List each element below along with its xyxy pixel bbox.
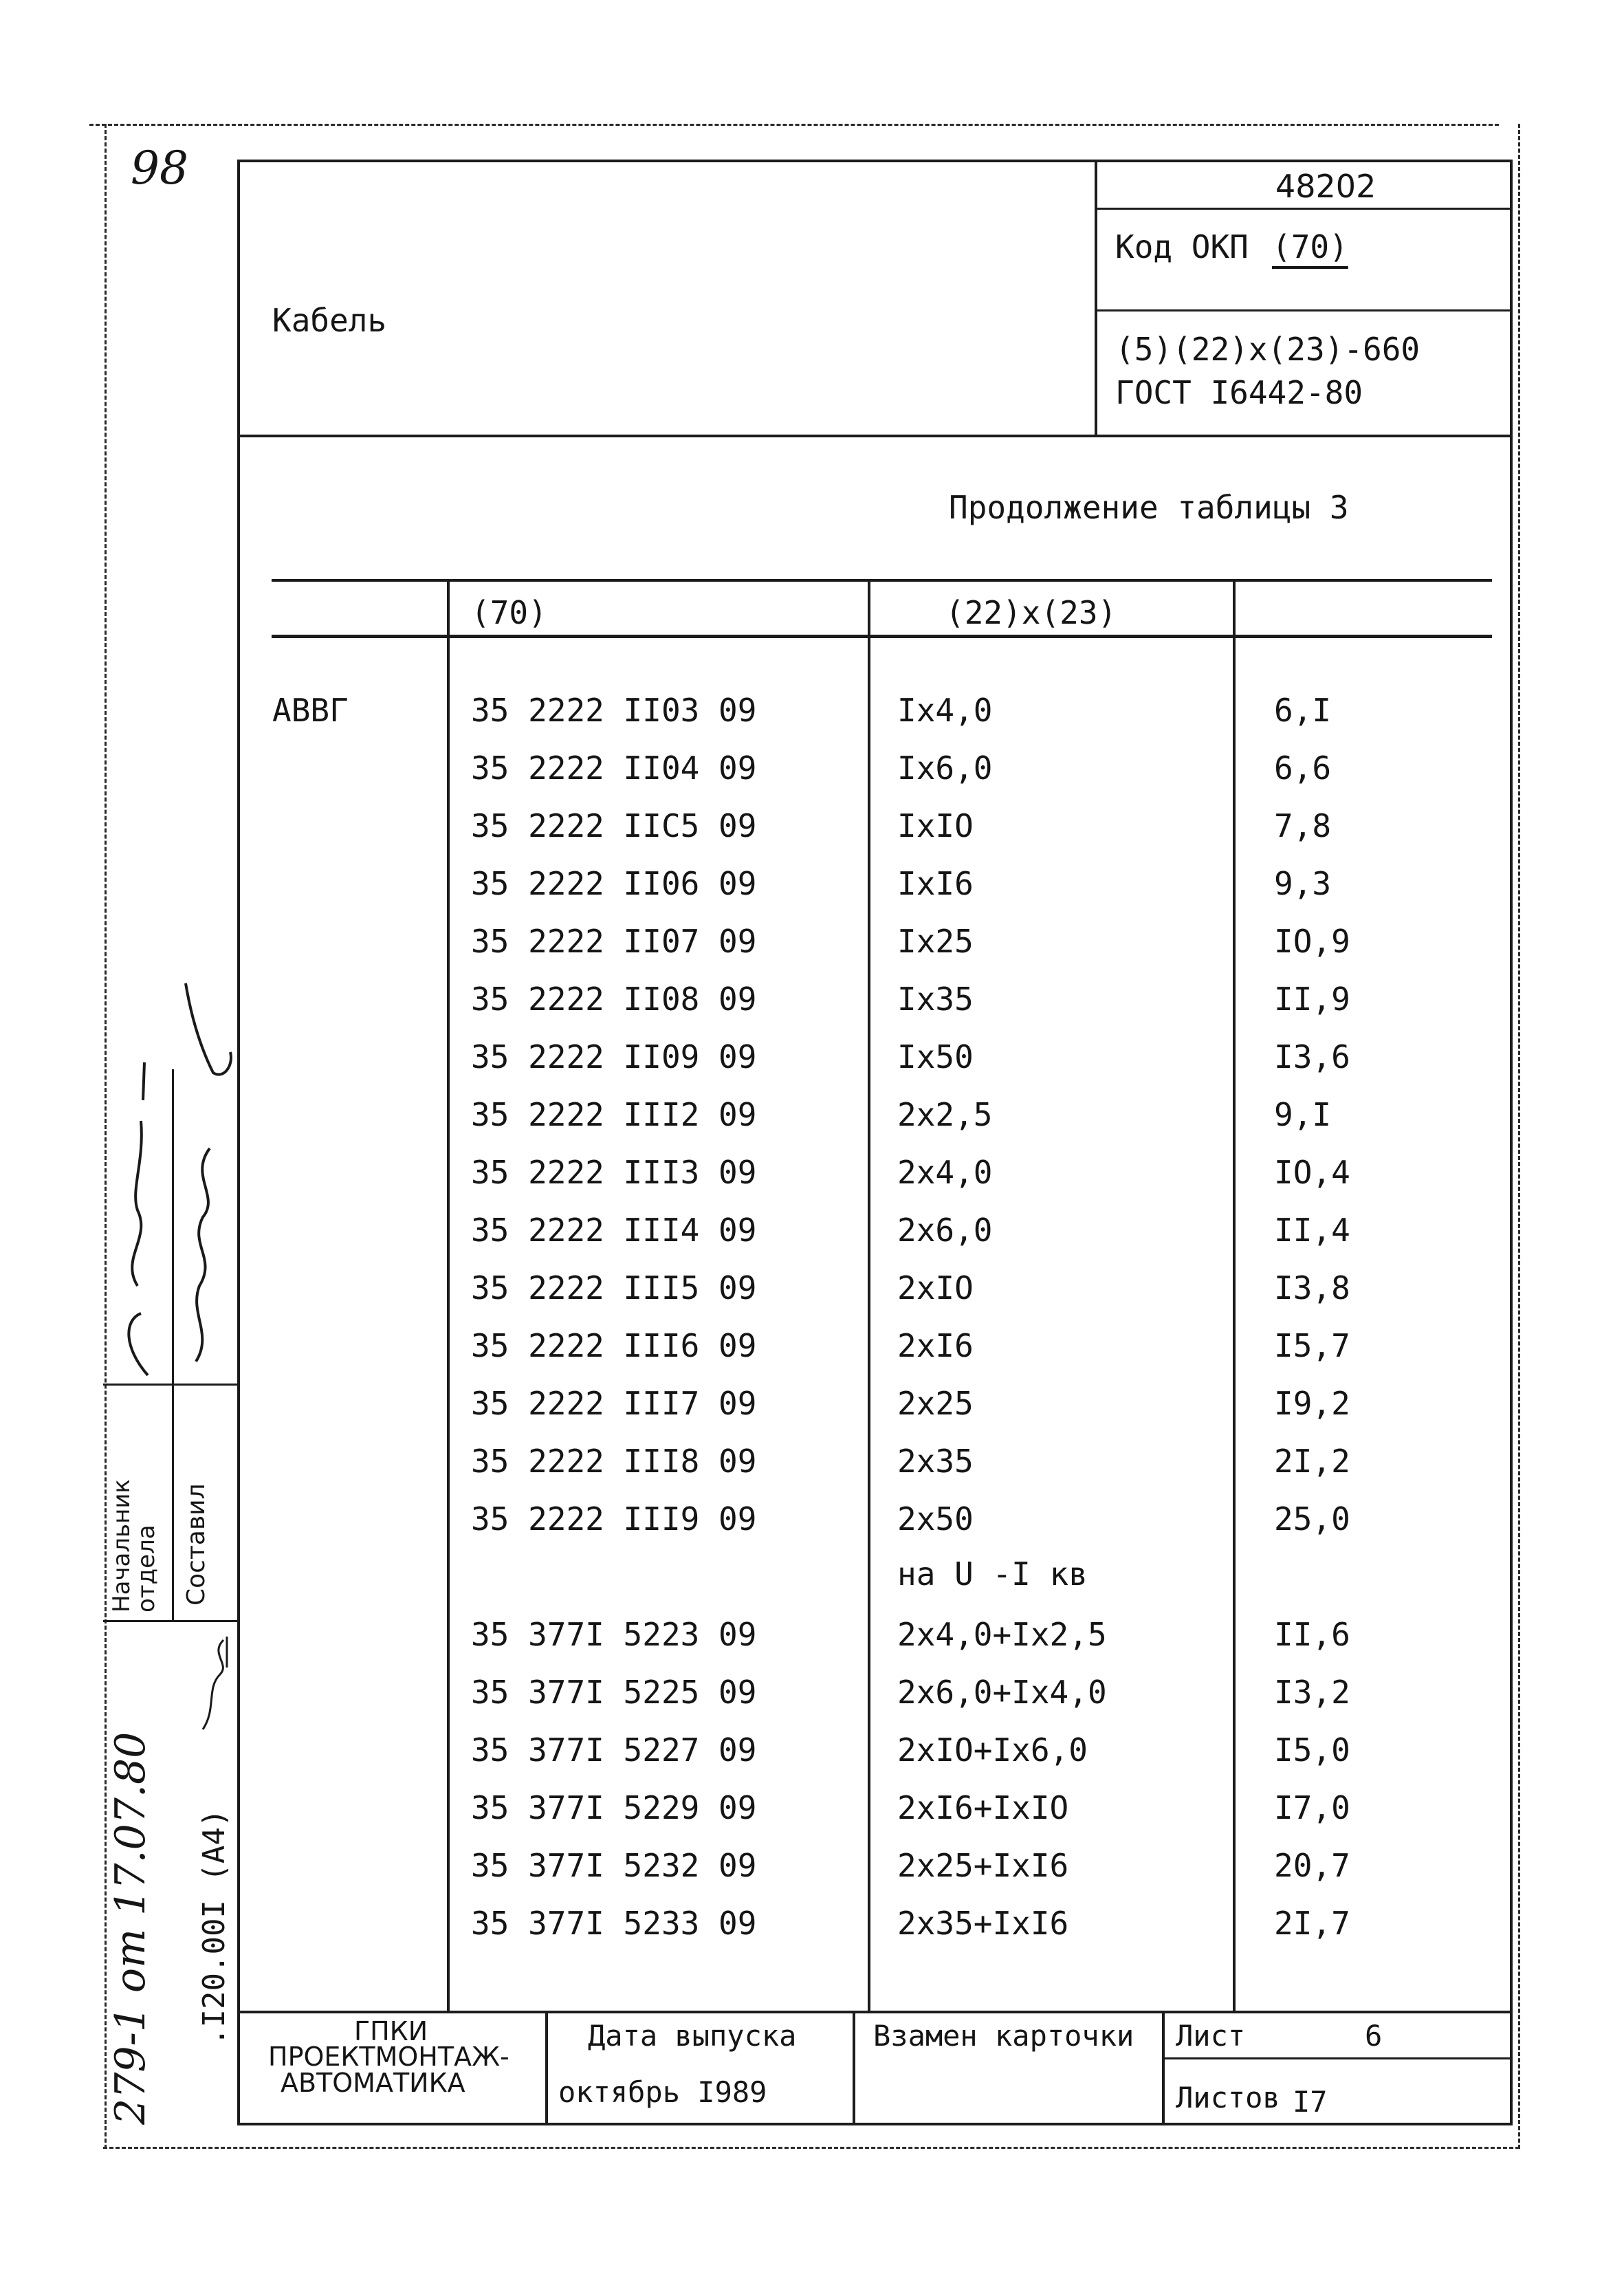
table-caption: Продолжение таблицы 3	[949, 489, 1349, 526]
table-row-section: IxIO	[897, 807, 974, 844]
table-row-code: 35 2222 II03 09	[471, 692, 757, 729]
table-row-section: Ix4,0	[897, 692, 993, 729]
column-divider-2	[868, 579, 870, 2011]
header-divider	[237, 435, 1513, 437]
table-row-value: II,6	[1274, 1616, 1350, 1653]
table-row-section: 2xI6	[897, 1327, 974, 1364]
column-divider-3	[1233, 579, 1236, 2011]
designation: (5)(22)x(23)-660	[1115, 331, 1420, 368]
table-row-value: II,9	[1274, 981, 1350, 1018]
table-row-value: 9,I	[1274, 1096, 1332, 1133]
table-row-section: 2x4,0	[897, 1154, 993, 1191]
table-row-section: Ix25	[897, 923, 974, 960]
table-row-code: 35 2222 III9 09	[471, 1500, 757, 1538]
table-row-section: IxI6	[897, 865, 974, 902]
outer-border-right	[1518, 124, 1520, 2149]
outer-border-bottom	[103, 2147, 1519, 2149]
column-header-section: (22)x(23)	[945, 594, 1117, 631]
standard: ГОСТ I6442-80	[1115, 374, 1363, 411]
release-date: октябрь I989	[558, 2075, 767, 2109]
table-row-section: Ix50	[897, 1038, 974, 1075]
table-row-section: 2x35	[897, 1443, 974, 1480]
code-number: 48202	[1275, 168, 1376, 205]
footer-divider-2	[853, 2011, 855, 2124]
item-name: Кабель	[272, 302, 387, 339]
table-header-top	[272, 579, 1492, 582]
table-row-value: I3,6	[1274, 1038, 1350, 1075]
table-row-value: 2I,7	[1274, 1905, 1350, 1942]
table-row-value: I3,2	[1274, 1674, 1350, 1711]
signature-head	[110, 1059, 172, 1382]
table-row-value: I3,8	[1274, 1269, 1350, 1307]
table-row-code: 35 2222 II04 09	[471, 750, 757, 787]
table-row-value: I9,2	[1274, 1385, 1350, 1422]
okp-value: (70)	[1272, 228, 1348, 265]
table-row-value: I5,0	[1274, 1731, 1350, 1769]
column-divider-1	[447, 579, 450, 2011]
table-row-section: Ix6,0	[897, 750, 993, 787]
frame-right	[1510, 160, 1513, 2125]
org-line-2: ПРОЕКТМОНТАЖ-	[268, 2042, 509, 2072]
table-row-section: 2x50	[897, 1500, 974, 1538]
table-row-section: 2xI6+IxIO	[897, 1789, 1069, 1826]
footer-sheet-line	[1162, 2057, 1513, 2059]
table-row-value: 9,3	[1274, 865, 1332, 902]
table-row-code: 35 2222 II09 09	[471, 1038, 757, 1075]
okp-label: Код ОКП	[1115, 228, 1249, 265]
table-row-section: 2x4,0+Ix2,5	[897, 1616, 1107, 1653]
table-row-code: 35 2222 II06 09	[471, 865, 757, 902]
side-stamp-divider	[172, 1069, 174, 1620]
header-vertical	[1095, 160, 1097, 435]
handwritten-page-number: 98	[131, 142, 188, 195]
table-row-code: 35 2222 III4 09	[471, 1212, 757, 1249]
table-row-section: 2x25	[897, 1385, 974, 1422]
table-row-section: 2x35+IxI6	[897, 1905, 1069, 1942]
frame-top	[237, 160, 1513, 162]
sheets-label: Листов	[1176, 2081, 1280, 2114]
sheet-value: 6	[1365, 2019, 1383, 2053]
column-header-code: (70)	[471, 594, 547, 631]
table-row-section: 2xIO+Ix6,0	[897, 1731, 1088, 1769]
table-row-code: 35 377I 5223 09	[471, 1616, 757, 1653]
table-row-section: 2x6,0+Ix4,0	[897, 1674, 1107, 1711]
table-row-value: IO,4	[1274, 1154, 1350, 1191]
table-row-code: 35 377I 5232 09	[471, 1847, 757, 1884]
outer-border-top	[89, 124, 1499, 126]
table-row-code: 35 2222 IIC5 09	[471, 807, 757, 844]
org-line-1: ГПКИ	[354, 2016, 428, 2046]
table-row-code: 35 2222 II07 09	[471, 923, 757, 960]
table-row-section: Ix35	[897, 981, 974, 1018]
table-header-bottom	[272, 635, 1492, 638]
table-row-value: 20,7	[1274, 1847, 1350, 1884]
table-row-section: 2x6,0	[897, 1212, 993, 1249]
org-line-3: АВТОМАТИКА	[281, 2068, 465, 2098]
table-row-code: 35 2222 III8 09	[471, 1443, 757, 1480]
author-label: Составил	[182, 1483, 210, 1606]
table-row-section: 2x2,5	[897, 1096, 993, 1133]
table-row-code: 35 2222 III6 09	[471, 1327, 757, 1364]
signature-author	[175, 970, 241, 1382]
table-row-code: 35 2222 III5 09	[471, 1269, 757, 1307]
release-label: Дата выпуска	[588, 2019, 797, 2053]
header-line-2	[1095, 309, 1513, 311]
head-of-department-label: Начальник отдела	[108, 1479, 160, 1612]
header-line-1	[1095, 208, 1513, 210]
table-row-code: 35 2222 III2 09	[471, 1096, 757, 1133]
table-row-value: 25,0	[1274, 1500, 1350, 1538]
table-row-code: 35 2222 III3 09	[471, 1154, 757, 1191]
table-row-section: на U -I кв	[897, 1555, 1088, 1593]
table-row-code: 35 2222 III7 09	[471, 1385, 757, 1422]
table-row-section: 2x25+IxI6	[897, 1847, 1069, 1884]
signature-registration	[196, 1633, 237, 1736]
table-row-section: 2xIO	[897, 1269, 974, 1307]
table-row-code: 35 2222 II08 09	[471, 981, 757, 1018]
table-row-value: I5,7	[1274, 1327, 1350, 1364]
replace-label: Взамен карточки	[873, 2019, 1134, 2053]
footer-divider-1	[545, 2011, 548, 2124]
table-row-value: 7,8	[1274, 807, 1332, 844]
table-row-value: IO,9	[1274, 923, 1350, 960]
table-row-value: II,4	[1274, 1212, 1350, 1249]
frame-bottom	[237, 2123, 1513, 2125]
sheets-value: I7	[1293, 2085, 1328, 2119]
table-row-value: 2I,2	[1274, 1443, 1350, 1480]
table-row-code: 35 377I 5225 09	[471, 1674, 757, 1711]
table-row-value: 6,I	[1274, 692, 1332, 729]
table-row-code: 35 377I 5227 09	[471, 1731, 757, 1769]
table-row-code: 35 377I 5229 09	[471, 1789, 757, 1826]
format-text: .I20.00I (A4)	[197, 1808, 232, 2046]
footer-top	[237, 2011, 1513, 2013]
handwritten-registration: 279-1 от 17.07.80	[107, 1731, 155, 2125]
group-label: АВВГ	[272, 692, 349, 729]
table-row-code: 35 377I 5233 09	[471, 1905, 757, 1942]
side-stamp-top	[103, 1384, 239, 1386]
side-stamp-bottom	[103, 1620, 239, 1622]
footer-divider-3	[1162, 2011, 1165, 2124]
sheet-label: Лист	[1176, 2019, 1246, 2053]
table-row-value: 6,6	[1274, 750, 1332, 787]
table-row-value: I7,0	[1274, 1789, 1350, 1826]
